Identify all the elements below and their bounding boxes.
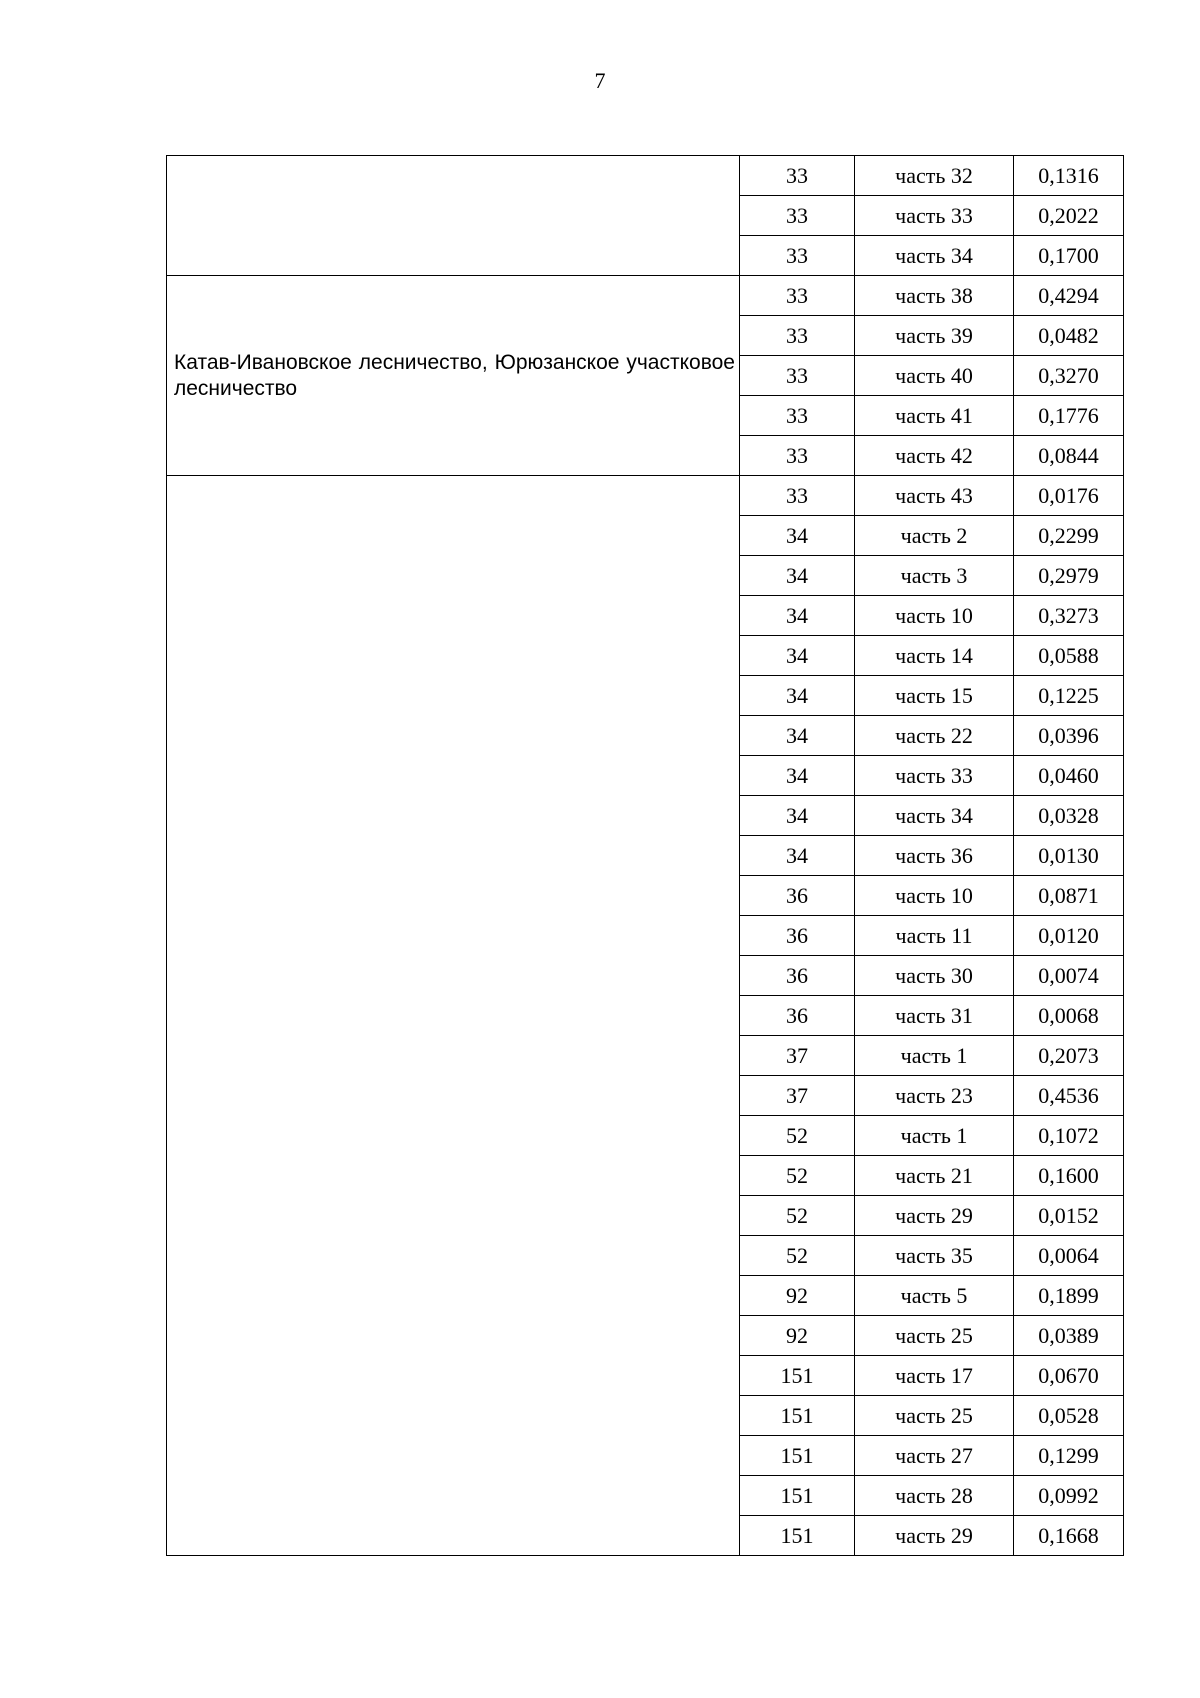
quarter-cell: 36 <box>740 916 855 956</box>
area-cell: 0,0152 <box>1014 1196 1124 1236</box>
quarter-cell: 33 <box>740 156 855 196</box>
area-cell: 0,2299 <box>1014 516 1124 556</box>
quarter-cell: 34 <box>740 556 855 596</box>
part-cell: часть 14 <box>855 636 1014 676</box>
table-body <box>167 156 1124 1556</box>
quarter-cell: 36 <box>740 876 855 916</box>
area-cell: 0,3273 <box>1014 596 1124 636</box>
area-cell: 0,0130 <box>1014 836 1124 876</box>
quarter-cell: 34 <box>740 716 855 756</box>
quarter-cell: 37 <box>740 1076 855 1116</box>
area-cell: 0,0120 <box>1014 916 1124 956</box>
forestry-name-empty-cell <box>167 476 740 1556</box>
part-cell: часть 29 <box>855 1516 1014 1556</box>
quarter-cell: 33 <box>740 236 855 276</box>
area-cell: 0,4536 <box>1014 1076 1124 1116</box>
quarter-cell: 34 <box>740 676 855 716</box>
area-cell: 0,1700 <box>1014 236 1124 276</box>
area-cell: 0,0992 <box>1014 1476 1124 1516</box>
forestry-name-cell: Катав-Ивановское лесничество, Юрюзанское участковое лесничество <box>167 276 740 476</box>
part-cell: часть 25 <box>855 1316 1014 1356</box>
part-cell: часть 3 <box>855 556 1014 596</box>
quarter-cell: 33 <box>740 356 855 396</box>
area-cell: 0,0482 <box>1014 316 1124 356</box>
area-cell: 0,1600 <box>1014 1156 1124 1196</box>
quarter-cell: 34 <box>740 756 855 796</box>
area-cell: 0,1299 <box>1014 1436 1124 1476</box>
page-number: 7 <box>594 68 606 93</box>
area-cell: 0,0389 <box>1014 1316 1124 1356</box>
part-cell: часть 27 <box>855 1436 1014 1476</box>
area-cell: 0,1316 <box>1014 156 1124 196</box>
forest-plots-table <box>166 155 1124 1556</box>
quarter-cell: 34 <box>740 596 855 636</box>
part-cell: часть 29 <box>855 1196 1014 1236</box>
area-cell: 0,0528 <box>1014 1396 1124 1436</box>
part-cell: часть 38 <box>855 276 1014 316</box>
area-cell: 0,1776 <box>1014 396 1124 436</box>
part-cell: часть 11 <box>855 916 1014 956</box>
part-cell: часть 21 <box>855 1156 1014 1196</box>
area-cell: 0,1072 <box>1014 1116 1124 1156</box>
part-cell: часть 40 <box>855 356 1014 396</box>
quarter-cell: 34 <box>740 516 855 556</box>
part-cell: часть 28 <box>855 1476 1014 1516</box>
area-cell: 0,0396 <box>1014 716 1124 756</box>
area-cell: 0,1225 <box>1014 676 1124 716</box>
quarter-cell: 151 <box>740 1396 855 1436</box>
part-cell: часть 36 <box>855 836 1014 876</box>
part-cell: часть 30 <box>855 956 1014 996</box>
part-cell: часть 2 <box>855 516 1014 556</box>
quarter-cell: 92 <box>740 1316 855 1356</box>
table-row <box>167 156 1124 196</box>
area-cell: 0,0871 <box>1014 876 1124 916</box>
part-cell: часть 35 <box>855 1236 1014 1276</box>
area-cell: 0,1899 <box>1014 1276 1124 1316</box>
quarter-cell: 151 <box>740 1356 855 1396</box>
part-cell: часть 23 <box>855 1076 1014 1116</box>
area-cell: 0,4294 <box>1014 276 1124 316</box>
area-cell: 0,0074 <box>1014 956 1124 996</box>
part-cell: часть 41 <box>855 396 1014 436</box>
quarter-cell: 151 <box>740 1516 855 1556</box>
quarter-cell: 37 <box>740 1036 855 1076</box>
part-cell: часть 34 <box>855 236 1014 276</box>
area-cell: 0,0588 <box>1014 636 1124 676</box>
quarter-cell: 33 <box>740 276 855 316</box>
area-cell: 0,2022 <box>1014 196 1124 236</box>
area-cell: 0,1668 <box>1014 1516 1124 1556</box>
area-cell: 0,0068 <box>1014 996 1124 1036</box>
part-cell: часть 10 <box>855 876 1014 916</box>
area-cell: 0,2979 <box>1014 556 1124 596</box>
quarter-cell: 34 <box>740 796 855 836</box>
quarter-cell: 33 <box>740 316 855 356</box>
part-cell: часть 33 <box>855 756 1014 796</box>
quarter-cell: 52 <box>740 1156 855 1196</box>
table-row <box>167 276 1124 316</box>
part-cell: часть 25 <box>855 1396 1014 1436</box>
quarter-cell: 36 <box>740 956 855 996</box>
area-cell: 0,0460 <box>1014 756 1124 796</box>
area-cell: 0,0844 <box>1014 436 1124 476</box>
part-cell: часть 33 <box>855 196 1014 236</box>
quarter-cell: 34 <box>740 636 855 676</box>
table-row <box>167 476 1124 516</box>
quarter-cell: 33 <box>740 476 855 516</box>
quarter-cell: 33 <box>740 396 855 436</box>
quarter-cell: 151 <box>740 1476 855 1516</box>
area-cell: 0,0064 <box>1014 1236 1124 1276</box>
part-cell: часть 10 <box>855 596 1014 636</box>
part-cell: часть 5 <box>855 1276 1014 1316</box>
quarter-cell: 52 <box>740 1116 855 1156</box>
forestry-name-empty-cell <box>167 156 740 276</box>
area-cell: 0,2073 <box>1014 1036 1124 1076</box>
quarter-cell: 34 <box>740 836 855 876</box>
part-cell: часть 42 <box>855 436 1014 476</box>
part-cell: часть 1 <box>855 1036 1014 1076</box>
area-cell: 0,0670 <box>1014 1356 1124 1396</box>
quarter-cell: 52 <box>740 1196 855 1236</box>
part-cell: часть 39 <box>855 316 1014 356</box>
quarter-cell: 33 <box>740 436 855 476</box>
part-cell: часть 43 <box>855 476 1014 516</box>
part-cell: часть 32 <box>855 156 1014 196</box>
part-cell: часть 22 <box>855 716 1014 756</box>
part-cell: часть 34 <box>855 796 1014 836</box>
part-cell: часть 1 <box>855 1116 1014 1156</box>
quarter-cell: 33 <box>740 196 855 236</box>
quarter-cell: 151 <box>740 1436 855 1476</box>
quarter-cell: 36 <box>740 996 855 1036</box>
quarter-cell: 52 <box>740 1236 855 1276</box>
area-cell: 0,3270 <box>1014 356 1124 396</box>
part-cell: часть 17 <box>855 1356 1014 1396</box>
area-cell: 0,0328 <box>1014 796 1124 836</box>
quarter-cell: 92 <box>740 1276 855 1316</box>
part-cell: часть 31 <box>855 996 1014 1036</box>
part-cell: часть 15 <box>855 676 1014 716</box>
area-cell: 0,0176 <box>1014 476 1124 516</box>
